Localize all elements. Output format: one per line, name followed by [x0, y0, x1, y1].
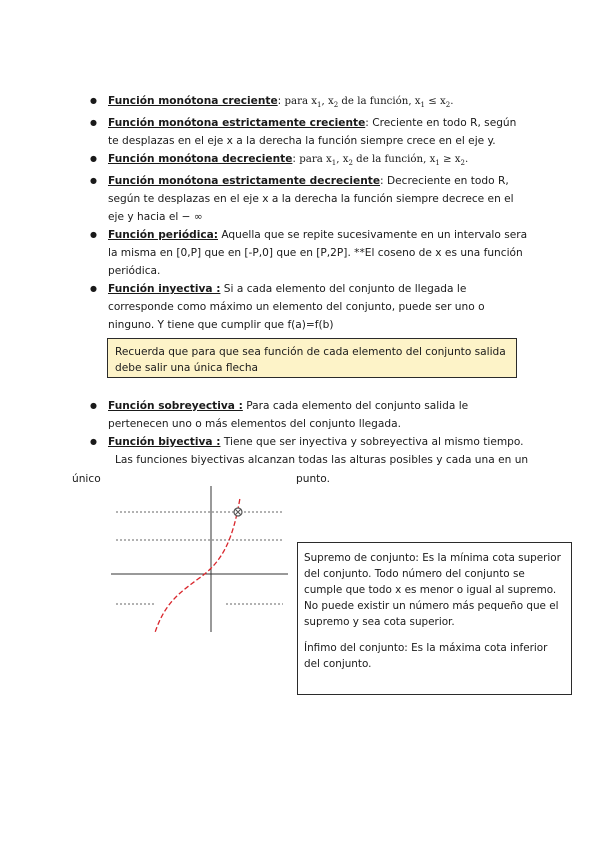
definition-text: Tiene que ser inyectiva y sobreyectiva al mismo tiempo.	[220, 436, 524, 448]
term-separator: :	[292, 153, 296, 166]
bijective-function-graph	[108, 484, 293, 634]
word-unico: único	[72, 473, 101, 485]
term-label: Función periódica:	[108, 229, 218, 242]
term-label: Función monótona decreciente	[108, 153, 293, 166]
supremo-infimo-box	[297, 542, 572, 695]
term-separator: :	[277, 95, 282, 107]
infimo-definition: Ínfimo del conjunto: Es la máxima cota inferior del conjunto.	[304, 642, 548, 670]
supremo-definition: Supremo de conjunto: Es la mínima cota superior del conjunto. Todo número del conjunto se cumple que todo x es menor o igual al supremo. No puede existir un número más pequeño que el supremo y sea cota superior.	[304, 552, 561, 628]
list-item-monotona-creciente	[90, 92, 530, 114]
list-item-periodica	[90, 226, 530, 280]
term-separator: :	[380, 175, 384, 188]
function-definitions-list-2	[90, 397, 530, 451]
reminder-callout: Recuerda que para que sea función de cada elemento del conjunto salida debe salir una única flecha	[107, 338, 517, 378]
term-label: Función monótona creciente	[108, 95, 278, 107]
definition-text: Creciente en todo R, según te desplazas en el eje x a la derecha la función siempre crece en el eje y.	[108, 117, 517, 148]
definition-text: para $x_1$, $x_2$ de la función, $x_1 \ge x_2$.	[296, 154, 469, 168]
definition-text: para $x_1$, $x_2$ de la función, $x_1 \le x_2$.	[281, 96, 454, 110]
term-label: Función sobreyectiva :	[108, 400, 243, 412]
term-label: Función monótona estrictamente creciente	[108, 117, 366, 130]
term-separator: :	[365, 117, 369, 130]
term-label: Función inyectiva :	[108, 283, 221, 296]
function-curve	[153, 498, 240, 634]
list-item-sobreyectiva	[90, 397, 530, 433]
list-item-inyectiva	[90, 280, 530, 334]
definition-text: Decreciente en todo R, según te desplazas en el eje x a la derecha la función siempre decrece en el eje y hacia el − ∞	[108, 175, 514, 224]
list-item-estrictamente-decreciente	[90, 172, 530, 226]
definition-text: Aquella que se repite sucesivamente en un intervalo sera la misma en [0,P] que en [-P,0] que en [P,2P]. **El coseno de x es una función periódica.	[108, 229, 528, 278]
term-label: Función monótona estrictamente decreciente	[108, 175, 381, 188]
list-item-biyectiva	[90, 433, 530, 451]
list-item-monotona-decreciente	[90, 150, 530, 172]
term-label: Función biyectiva :	[108, 436, 221, 448]
function-definitions-list	[90, 92, 530, 334]
definition-text: Si a cada elemento del conjunto de llegada le corresponde como máximo un elemento del conjunto, puede ser uno o ninguno. Y tiene que cumplir que f(a)=f(b)	[108, 283, 485, 332]
biyectiva-explanation: Las funciones biyectivas alcanzan todas las alturas posibles y cada una en un	[115, 454, 529, 466]
definition-text: Para cada elemento del conjunto salida le pertenecen uno o más elementos del conjunto llegada.	[108, 400, 469, 430]
list-item-estrictamente-creciente	[90, 114, 530, 150]
word-punto: punto.	[296, 473, 330, 485]
